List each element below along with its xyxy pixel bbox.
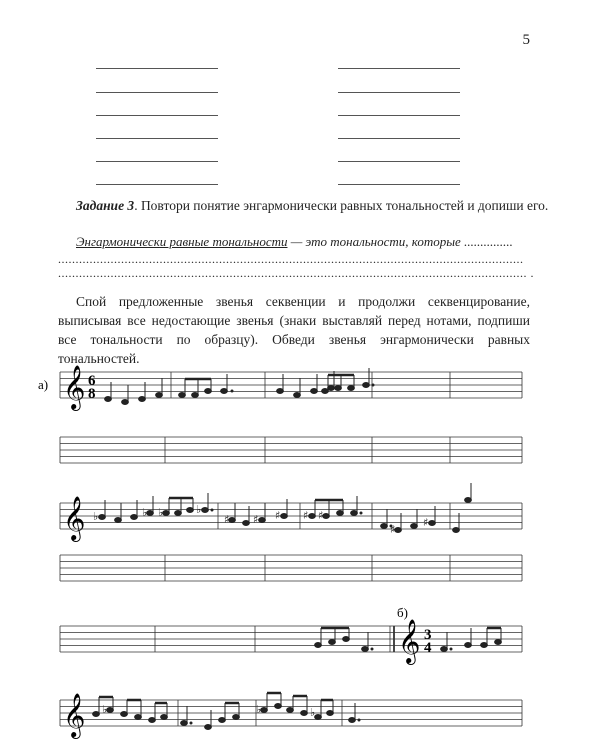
staff-6 [60, 700, 522, 726]
sharp-icon: ♯ [253, 513, 259, 526]
treble-clef-icon: 𝄞 [398, 619, 421, 663]
staff-4 [60, 555, 522, 581]
treble-clef-icon: 𝄞 [63, 496, 86, 540]
flat-icon: ♭ [93, 510, 99, 523]
staff-3 [60, 503, 522, 529]
time-sig-num: 6 [88, 373, 96, 389]
page-number: 5 [522, 32, 530, 48]
instruction-paragraph: Спой предложенные звенья секвенции и продолжи секвенцирование, выписывая все недостающие звенья (знаки выставляй перед нотами, подпиши все тональности по образцу). Обведи звенья энгармонически равных тональностей. [58, 294, 530, 366]
sharp-icon: ♯ [303, 509, 309, 522]
notes-staff-6 [93, 693, 360, 730]
flat-icon: ♭ [158, 506, 164, 519]
sharp-icon: ♯ [390, 523, 396, 536]
dotted-answer-line[interactable]: ..................................................................................................................................... [58, 252, 524, 266]
notes-staff-3 [99, 483, 472, 533]
time-sig-den: 8 [88, 386, 96, 402]
exercise-label-b: б) [397, 605, 408, 620]
staff-1 [60, 372, 522, 398]
flat-icon: ♭ [142, 506, 148, 519]
notes-staff-1 [105, 371, 335, 405]
sharp-icon: ♯ [275, 509, 281, 522]
staff-2 [60, 437, 522, 463]
flat-icon: ♭ [196, 503, 202, 516]
treble-clef-icon: 𝄞 [63, 693, 86, 737]
exercise-label-a: а) [38, 377, 49, 392]
definition-term: Энгармонически равные тональности [76, 234, 288, 249]
sharp-icon: ♯ [224, 513, 230, 526]
flat-icon: ♭ [256, 703, 262, 716]
task-text: . Повтори понятие энгармонически равных тональностей и допиши его. [134, 198, 549, 213]
task-label: Задание 3 [76, 198, 135, 213]
time-sig-den: 4 [424, 640, 432, 656]
definition-rest: — это тональности, которые ............... [287, 234, 513, 249]
sharp-icon: ♯ [318, 509, 324, 522]
time-sig-num: 3 [424, 627, 432, 643]
sharp-icon: ♯ [423, 516, 429, 529]
dotted-answer-line[interactable]: ...................................................................................................................................... . [58, 266, 534, 280]
accidentals-staff-6 [102, 703, 315, 719]
treble-clef-icon: 𝄞 [63, 365, 86, 409]
staves [60, 372, 522, 726]
staff-5 [60, 626, 522, 652]
flat-icon: ♭ [310, 706, 316, 719]
flat-icon: ♭ [102, 703, 108, 716]
